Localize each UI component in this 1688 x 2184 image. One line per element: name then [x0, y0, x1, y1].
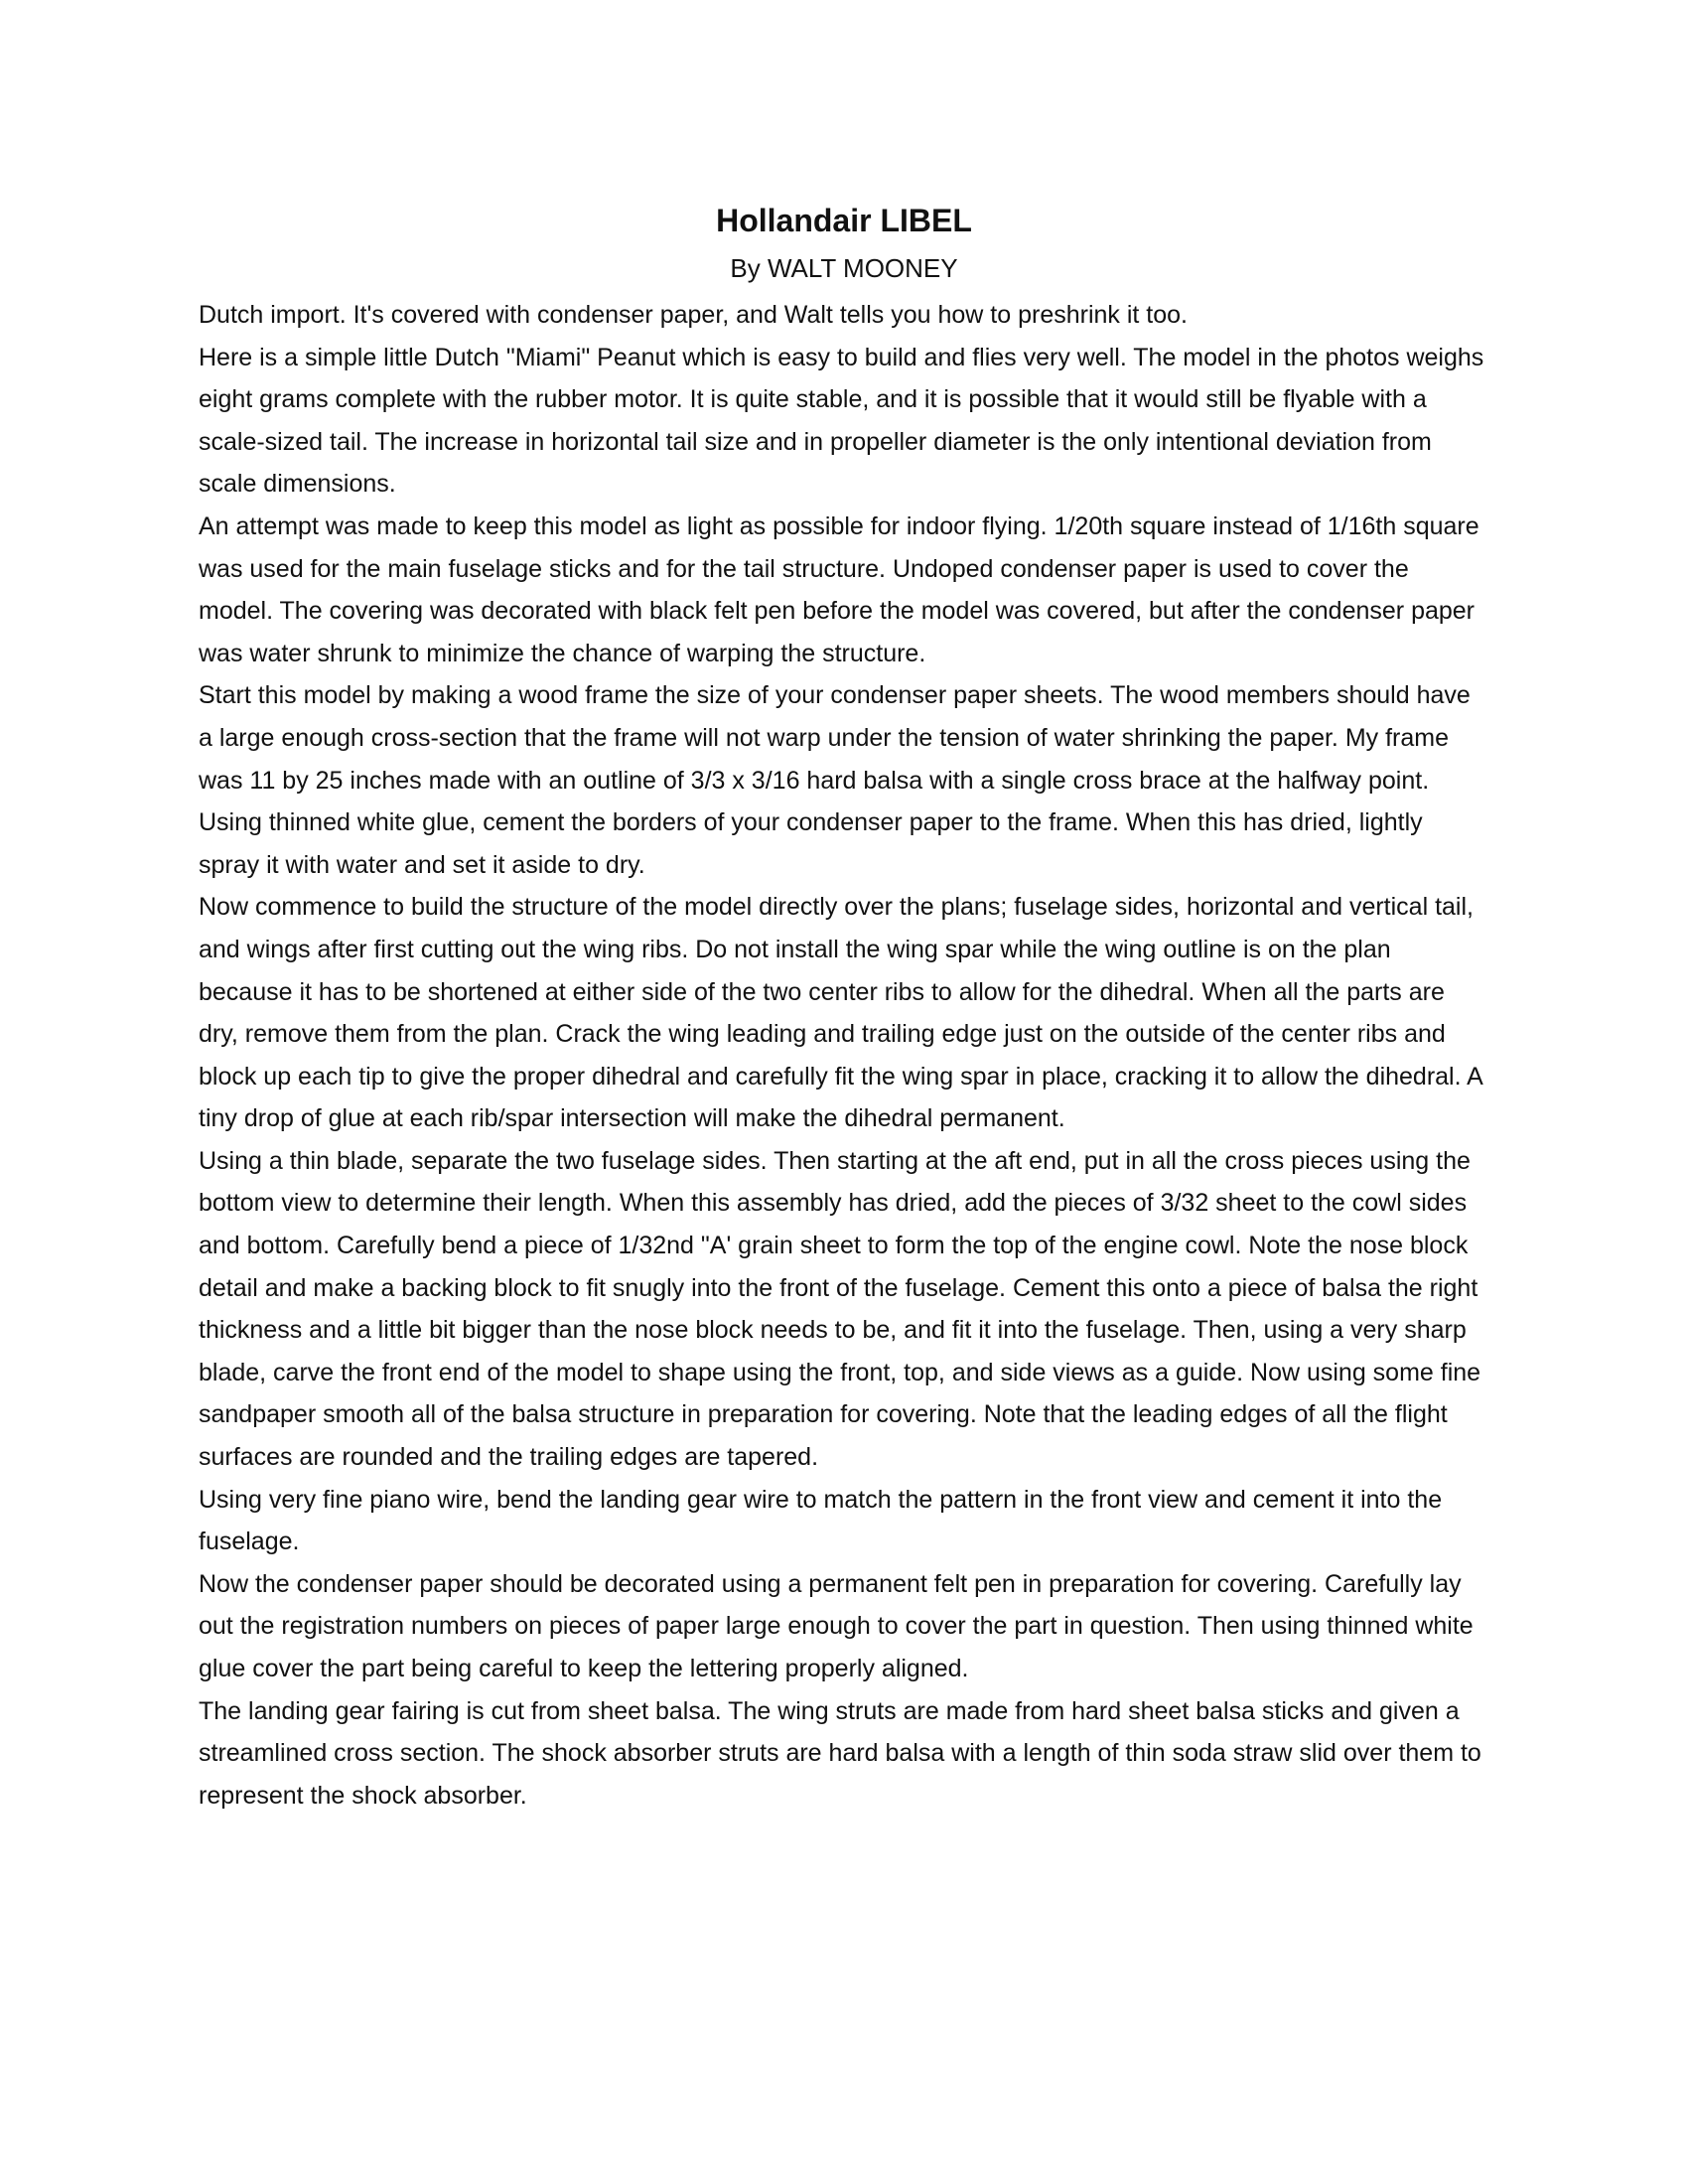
paragraph: Using a thin blade, separate the two fuselage sides. Then starting at the aft end, put in all the cross pieces using the bottom view to determine their length. When this assembly has dried, add the pieces of 3/32 sheet to the cowl sides and bottom. Carefully bend a piece of 1/32nd "A' grain sheet to form the top of the engine cowl. Note the nose block detail and make a backing block to fit snugly into the front of the fuselage. Cement this onto a piece of balsa the right thickness and a little bit bigger than the nose block needs to be, and fit it into the fuselage. Then, using a very sharp blade, carve the front end of the model to shape using the front, top, and side views as a guide. Now using some fine sandpaper smooth all of the balsa structure in preparation for covering. Note that the leading edges of all the flight surfaces are rounded and the trailing edges are tapered.: [199, 1146, 1481, 1472]
paragraph: Using very fine piano wire, bend the landing gear wire to match the pattern in the front view and cement it into the fuselage.: [199, 1485, 1443, 1556]
article-title: Hollandair LIBEL: [716, 203, 972, 238]
paragraph: Now commence to build the structure of the model directly over the plans; fuselage sides, horizontal and vertical tail, and wings after first cutting out the wing ribs. Do not install the wing spar while the wing outline is on the plan because it has to be shortened at either side of the two center ribs to allow for the dihedral. When all the parts are dry, remove them from the plan. Crack the wing leading and trailing edge just on the outside of the center ribs and block up each tip to give the proper dihedral and carefully fit the wing spar in place, cracking it to allow the dihedral. A tiny drop of glue at each rib/spar intersection will make the dihedral permanent.: [199, 893, 1482, 1133]
paragraph: The landing gear fairing is cut from sheet balsa. The wing struts are made from hard sheet balsa sticks and given a streamlined cross section. The shock absorber struts are hard balsa with a length of thin soda straw slid over them to represent the shock absorber.: [199, 1696, 1481, 1810]
paragraph-intro: Dutch import. It's covered with condenser paper, and Walt tells you how to preshrink it too.: [199, 301, 1188, 329]
paragraph: Now the condenser paper should be decorated using a permanent felt pen in preparation for covering. Carefully lay out the registration numbers on pieces of paper large enough to cover the part in question. Then using thinned white glue cover the part being careful to keep the lettering properly aligned.: [199, 1569, 1474, 1682]
paragraph: Here is a simple little Dutch "Miami" Peanut which is easy to build and flies very well. The model in the photos weighs eight grams complete with the rubber motor. It is quite stable, and it is possible that it would still be flyable with a scale-sized tail. The increase in horizontal tail size and in propeller diameter is the only intentional deviation from scale dimensions.: [199, 343, 1484, 499]
paragraph: Start this model by making a wood frame the size of your condenser paper sheets. The wood members should have a large enough cross-section that the frame will not warp under the tension of water shrinking the paper. My frame was 11 by 25 inches made with an outline of 3/3 x 3/16 hard balsa with a single cross brace at the halfway point. Using thinned white glue, cement the borders of your condenser paper to the frame. When this has dried, lightly spray it with water and set it aside to dry.: [199, 681, 1471, 879]
article-byline: By WALT MOONEY: [730, 253, 958, 283]
paragraph: An attempt was made to keep this model as light as possible for indoor flying. 1/20th square instead of 1/16th square was used for the main fuselage sticks and for the tail structure. Undoped condenser paper is used to cover the model. The covering was decorated with black felt pen before the model was covered, but after the condenser paper was water shrunk to minimize the chance of warping the structure.: [199, 511, 1479, 667]
article-body: [199, 294, 1489, 1817]
